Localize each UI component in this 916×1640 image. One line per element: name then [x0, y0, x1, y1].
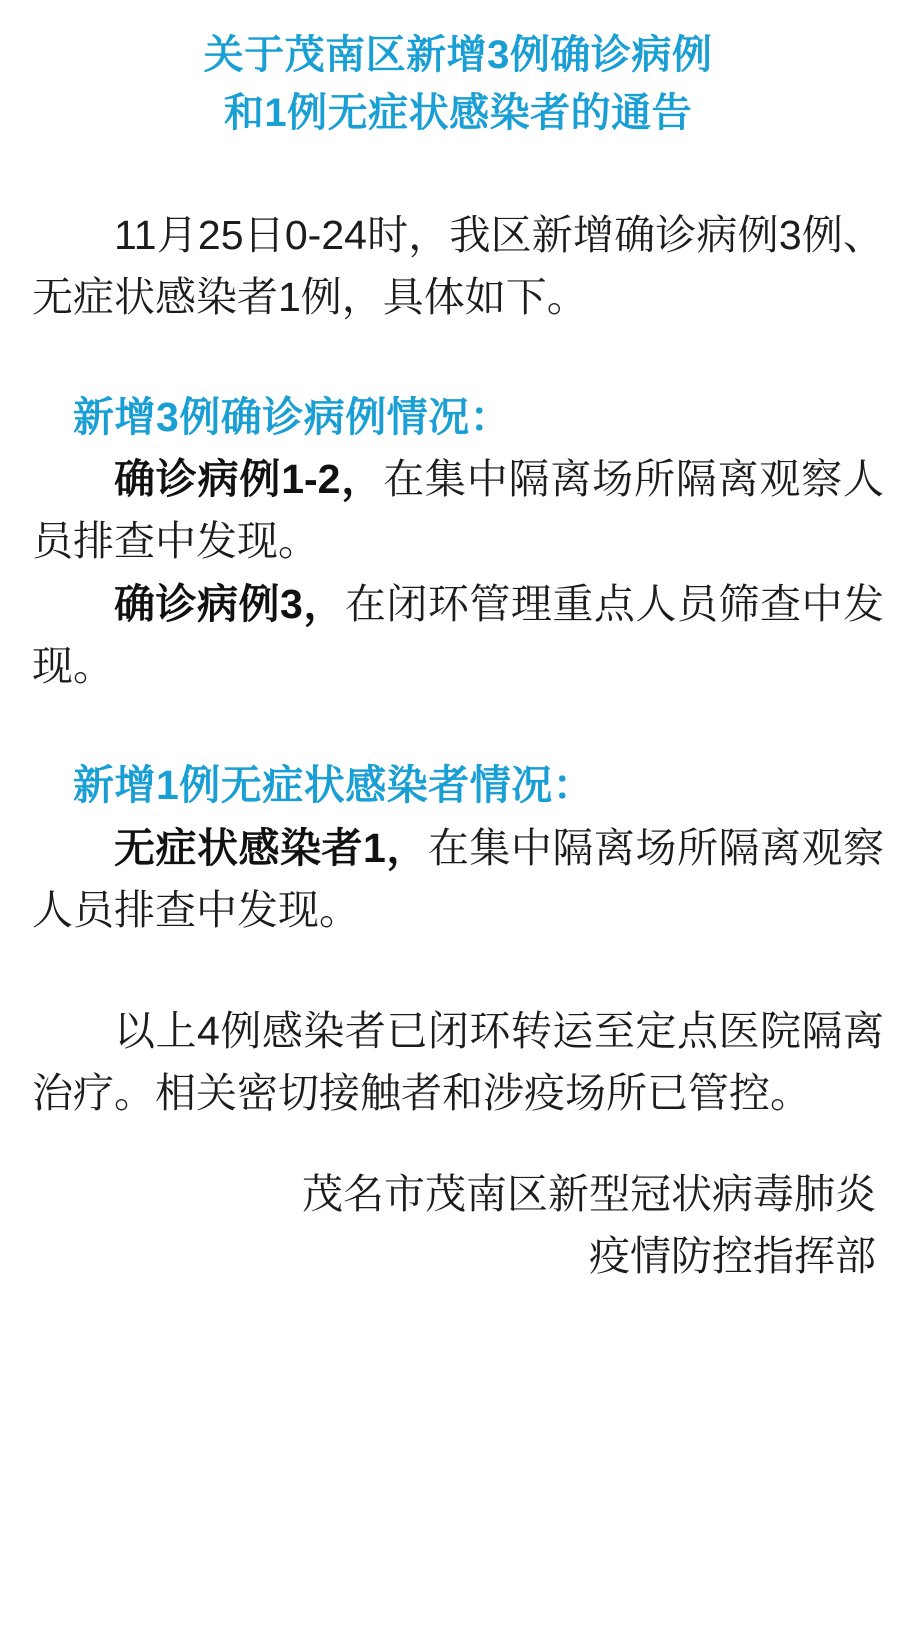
spacer-section2-closing	[32, 942, 884, 1000]
title-line-1: 关于茂南区新增3例确诊病例	[203, 33, 713, 77]
intro-paragraph: 11月25日0-24时，我区新增确诊病例3例、无症状感染者1例，具体如下。	[32, 212, 884, 321]
confirmed-case-3-lead: 确诊病例3，	[114, 580, 345, 627]
confirmed-case-3	[32, 573, 884, 698]
signature-line-1: 茂名市茂南区新型冠状病毒肺炎	[302, 1171, 876, 1218]
section-heading-confirmed: 新增3例确诊病例情况：	[73, 393, 512, 440]
asymptomatic-case-1	[32, 817, 884, 942]
confirmed-case-1-2-lead: 确诊病例1-2，	[114, 456, 384, 503]
section-heading-asymptomatic: 新增1例无症状感染者情况：	[73, 762, 595, 809]
spacer-closing-signature	[32, 1124, 884, 1164]
signature-line-2: 疫情防控指挥部	[589, 1232, 876, 1279]
closing-paragraph: 以上4例感染者已闭环转运至定点医院隔离治疗。相关密切接触者和涉疫场所已管控。	[32, 1007, 884, 1116]
confirmed-case-3-text: 在闭环管理重点人员筛查中发现。	[32, 580, 884, 690]
spacer-intro-section1	[32, 329, 884, 387]
spacer-section1-section2	[32, 697, 884, 755]
title-line-2: 和1例无症状感染者的通告	[223, 91, 693, 135]
page-title	[32, 26, 884, 142]
confirmed-case-1-2	[32, 448, 884, 573]
asymptomatic-case-1-text: 在集中隔离场所隔离观察人员排查中发现。	[32, 824, 884, 934]
asymptomatic-case-1-lead: 无症状感染者1，	[114, 824, 428, 871]
confirmed-case-1-2-text: 在集中隔离场所隔离观察人员排查中发现。	[32, 456, 884, 565]
signature-block	[32, 1164, 884, 1287]
title-spacer	[32, 142, 884, 204]
